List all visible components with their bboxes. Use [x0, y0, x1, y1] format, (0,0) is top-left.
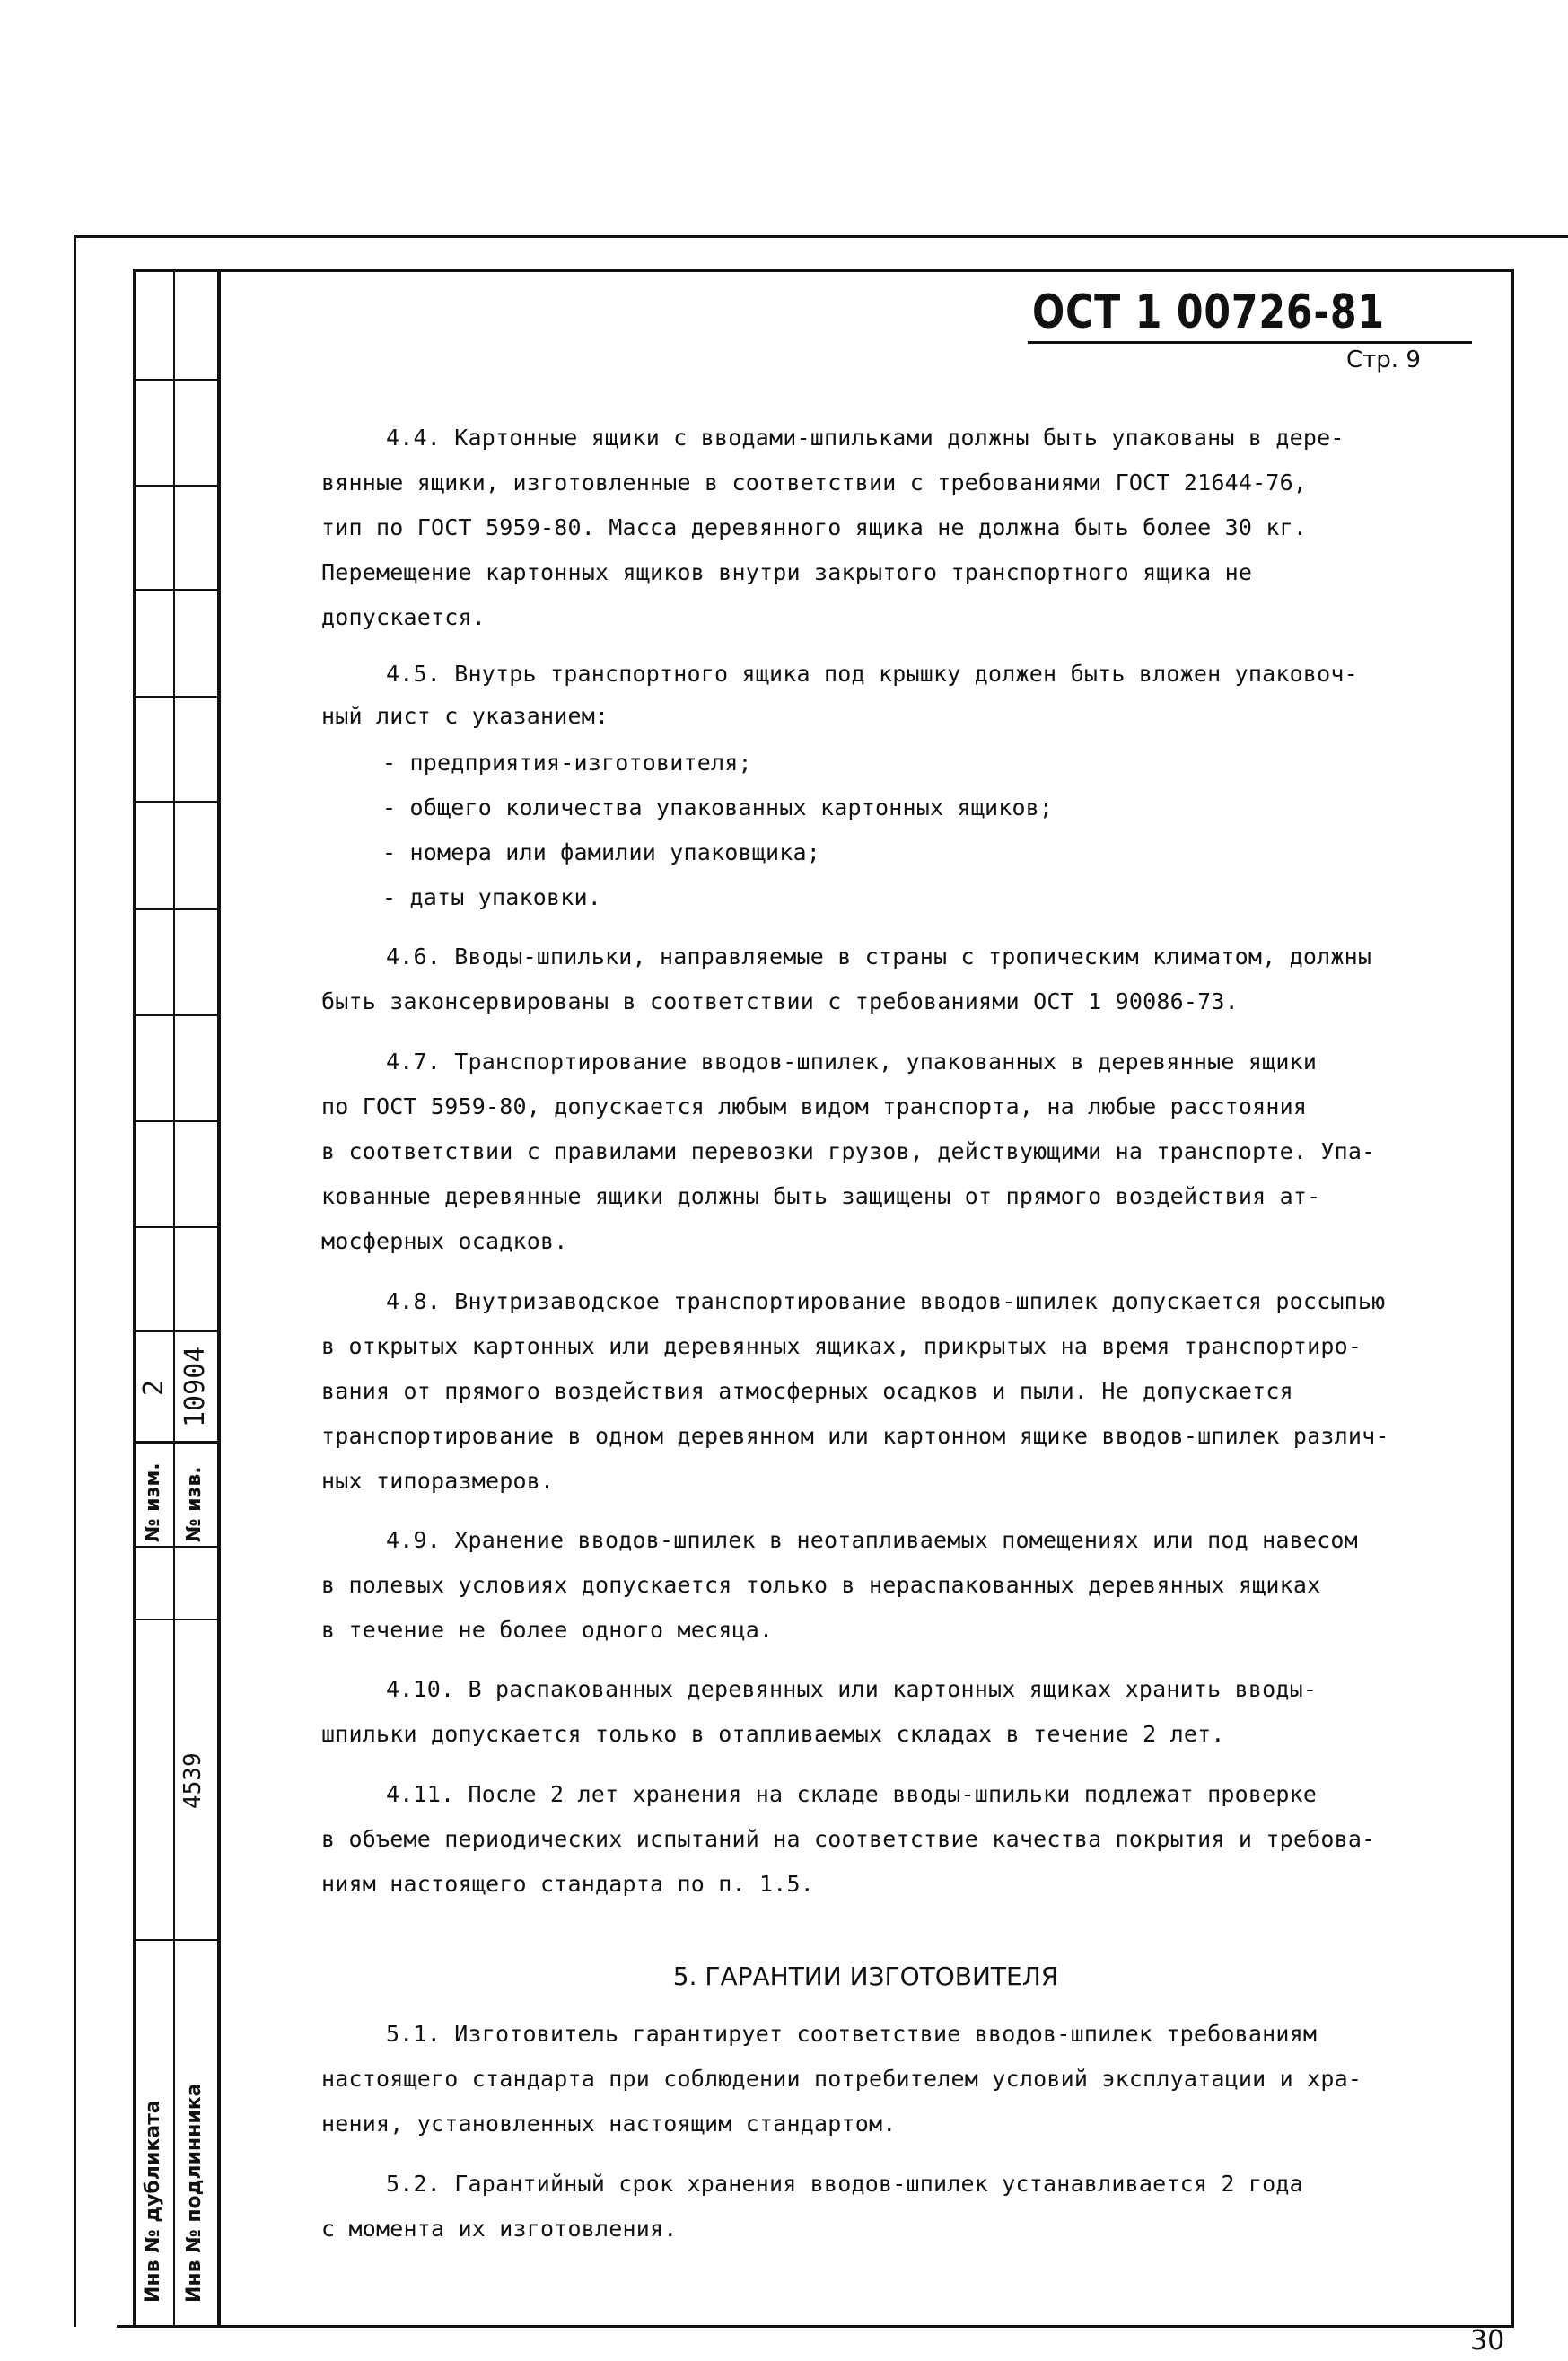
section-title-text: 5. ГАРАНТИИ ИЗГОТОВИТЕЛЯ — [672, 1962, 1059, 1991]
duplicate-inventory-label: Инв № дубликата — [142, 2100, 164, 2303]
stamp-row — [133, 696, 219, 698]
text-line: 4.8. Внутризаводское транспортирование вводов-шпилек допускается россыпью — [386, 1288, 1386, 1314]
list-item: - даты упаковки. — [382, 884, 602, 910]
stamp-row — [133, 1619, 219, 1620]
text-line: тип по ГОСТ 5959-80. Масса деревянного ящика не должна быть более 30 кг. — [321, 514, 1308, 540]
text-line: 4.11. После 2 лет хранения на складе вводы-шпильки подлежат проверке — [386, 1781, 1318, 1807]
text-line: ниям настоящего стандарта по п. 1.5. — [321, 1871, 815, 1897]
text-line: мосферных осадков. — [321, 1228, 568, 1254]
text-line: с момента их изготовления. — [321, 2216, 678, 2242]
text-line: Перемещение картонных ящиков внутри закрытого транспортного ящика не — [321, 559, 1253, 585]
text-line: быть законсервированы в соответствии с требованиями ОСТ 1 90086-73. — [321, 988, 1239, 1014]
text-line: в соответствии с правилами перевозки грузов, действующими на транспорте. Упа- — [321, 1138, 1376, 1164]
change-number: 2 — [138, 1379, 170, 1396]
text-line: по ГОСТ 5959-80, допускается любым видом транспорта, на любые расстояния — [321, 1093, 1308, 1119]
text-line: 4.7. Транспортирование вводов-шпилек, упакованных в деревянные ящики — [386, 1049, 1318, 1075]
stamp-row — [133, 1014, 219, 1016]
stamp-row — [133, 1120, 219, 1122]
stamp-row — [133, 1330, 219, 1332]
stamp-row — [133, 1939, 219, 1941]
header-underline — [1028, 341, 1472, 344]
list-item: - общего количества упакованных картонных ящиков; — [382, 794, 1054, 821]
top-frame-line — [74, 235, 1568, 238]
stamp-row — [133, 1546, 219, 1548]
original-inventory-label: Инв № подлинника — [183, 2083, 206, 2303]
text-line: в течение не более одного месяца. — [321, 1617, 774, 1643]
text-line: 5.1. Изготовитель гарантирует соответствие вводов-шпилек требованиям — [386, 2021, 1318, 2047]
text-line: допускается. — [321, 604, 486, 630]
stamp-row — [133, 379, 219, 381]
inner-frame-left — [217, 269, 221, 2327]
inner-frame-top — [133, 269, 1513, 272]
text-line: в объеме периодических испытаний на соответствие качества покрытия и требова- — [321, 1826, 1376, 1852]
text-line: 4.4. Картонные ящики с вводами-шпильками должны быть упакованы в дере- — [386, 425, 1345, 451]
section-title — [0, 1962, 1568, 1991]
text-line: кованные деревянные ящики должны быть защищены от прямого воздействия ат- — [321, 1183, 1321, 1209]
list-item: - предприятия-изготовителя; — [382, 750, 752, 776]
stamp-row — [133, 908, 219, 910]
text-line: 4.5. Внутрь транспортного ящика под крышку должен быть вложен упаковоч- — [386, 661, 1358, 687]
page-number: Стр. 9 — [1346, 347, 1421, 373]
stamp-row — [133, 1441, 219, 1444]
document-code: ОСТ 1 00726-81 — [1032, 285, 1385, 339]
text-line: вания от прямого воздействия атмосферных осадков и пыли. Не допускается — [321, 1378, 1293, 1404]
stamp-mid-line — [173, 269, 175, 2327]
text-line: 4.9. Хранение вводов-шпилек в неотапливаемых помещениях или под навесом — [386, 1527, 1358, 1553]
notice-label: № изв. — [183, 1466, 206, 1542]
text-line: ных типоразмеров. — [321, 1468, 555, 1494]
inner-frame-bottom — [117, 2325, 1514, 2328]
list-item: - номера или фамилии упаковщика; — [382, 839, 821, 865]
text-line: нения, установленных настоящим стандартом. — [321, 2111, 897, 2137]
text-line: настоящего стандарта при соблюдении потребителем условий эксплуатации и хра- — [321, 2066, 1362, 2092]
stamp-row — [133, 801, 219, 803]
text-line: шпильки допускается только в отапливаемых складах в течение 2 лет. — [321, 1721, 1225, 1747]
stamp-row — [133, 1226, 219, 1228]
text-line: в открытых картонных или деревянных ящиках, прикрытых на время транспортиро- — [321, 1333, 1362, 1359]
text-line: транспортирование в одном деревянном или картонном ящике вводов-шпилек различ- — [321, 1423, 1389, 1449]
stamp-row — [133, 485, 219, 487]
notice-number: 10904 — [180, 1346, 211, 1427]
change-label: № изм. — [142, 1462, 164, 1542]
sheet-number: 30 — [1470, 2325, 1505, 2357]
text-line: вянные ящики, изготовленные в соответствии с требованиями ГОСТ 21644-76, — [321, 470, 1308, 496]
inner-frame-right — [1511, 269, 1514, 2327]
left-frame-line — [74, 235, 76, 2327]
text-line: в полевых условиях допускается только в нераспакованных деревянных ящиках — [321, 1572, 1321, 1598]
text-line: 5.2. Гарантийный срок хранения вводов-шпилек устанавливается 2 года — [386, 2171, 1303, 2197]
stamp-row — [133, 589, 219, 591]
stamp-left-line — [133, 269, 136, 2327]
original-number: 4539 — [180, 1752, 206, 1809]
text-line: 4.10. В распакованных деревянных или картонных ящиках хранить вводы- — [386, 1676, 1318, 1702]
text-line: 4.6. Вводы-шпильки, направляемые в страны с тропическим климатом, должны — [386, 944, 1372, 970]
text-line: ный лист с указанием: — [321, 703, 609, 729]
